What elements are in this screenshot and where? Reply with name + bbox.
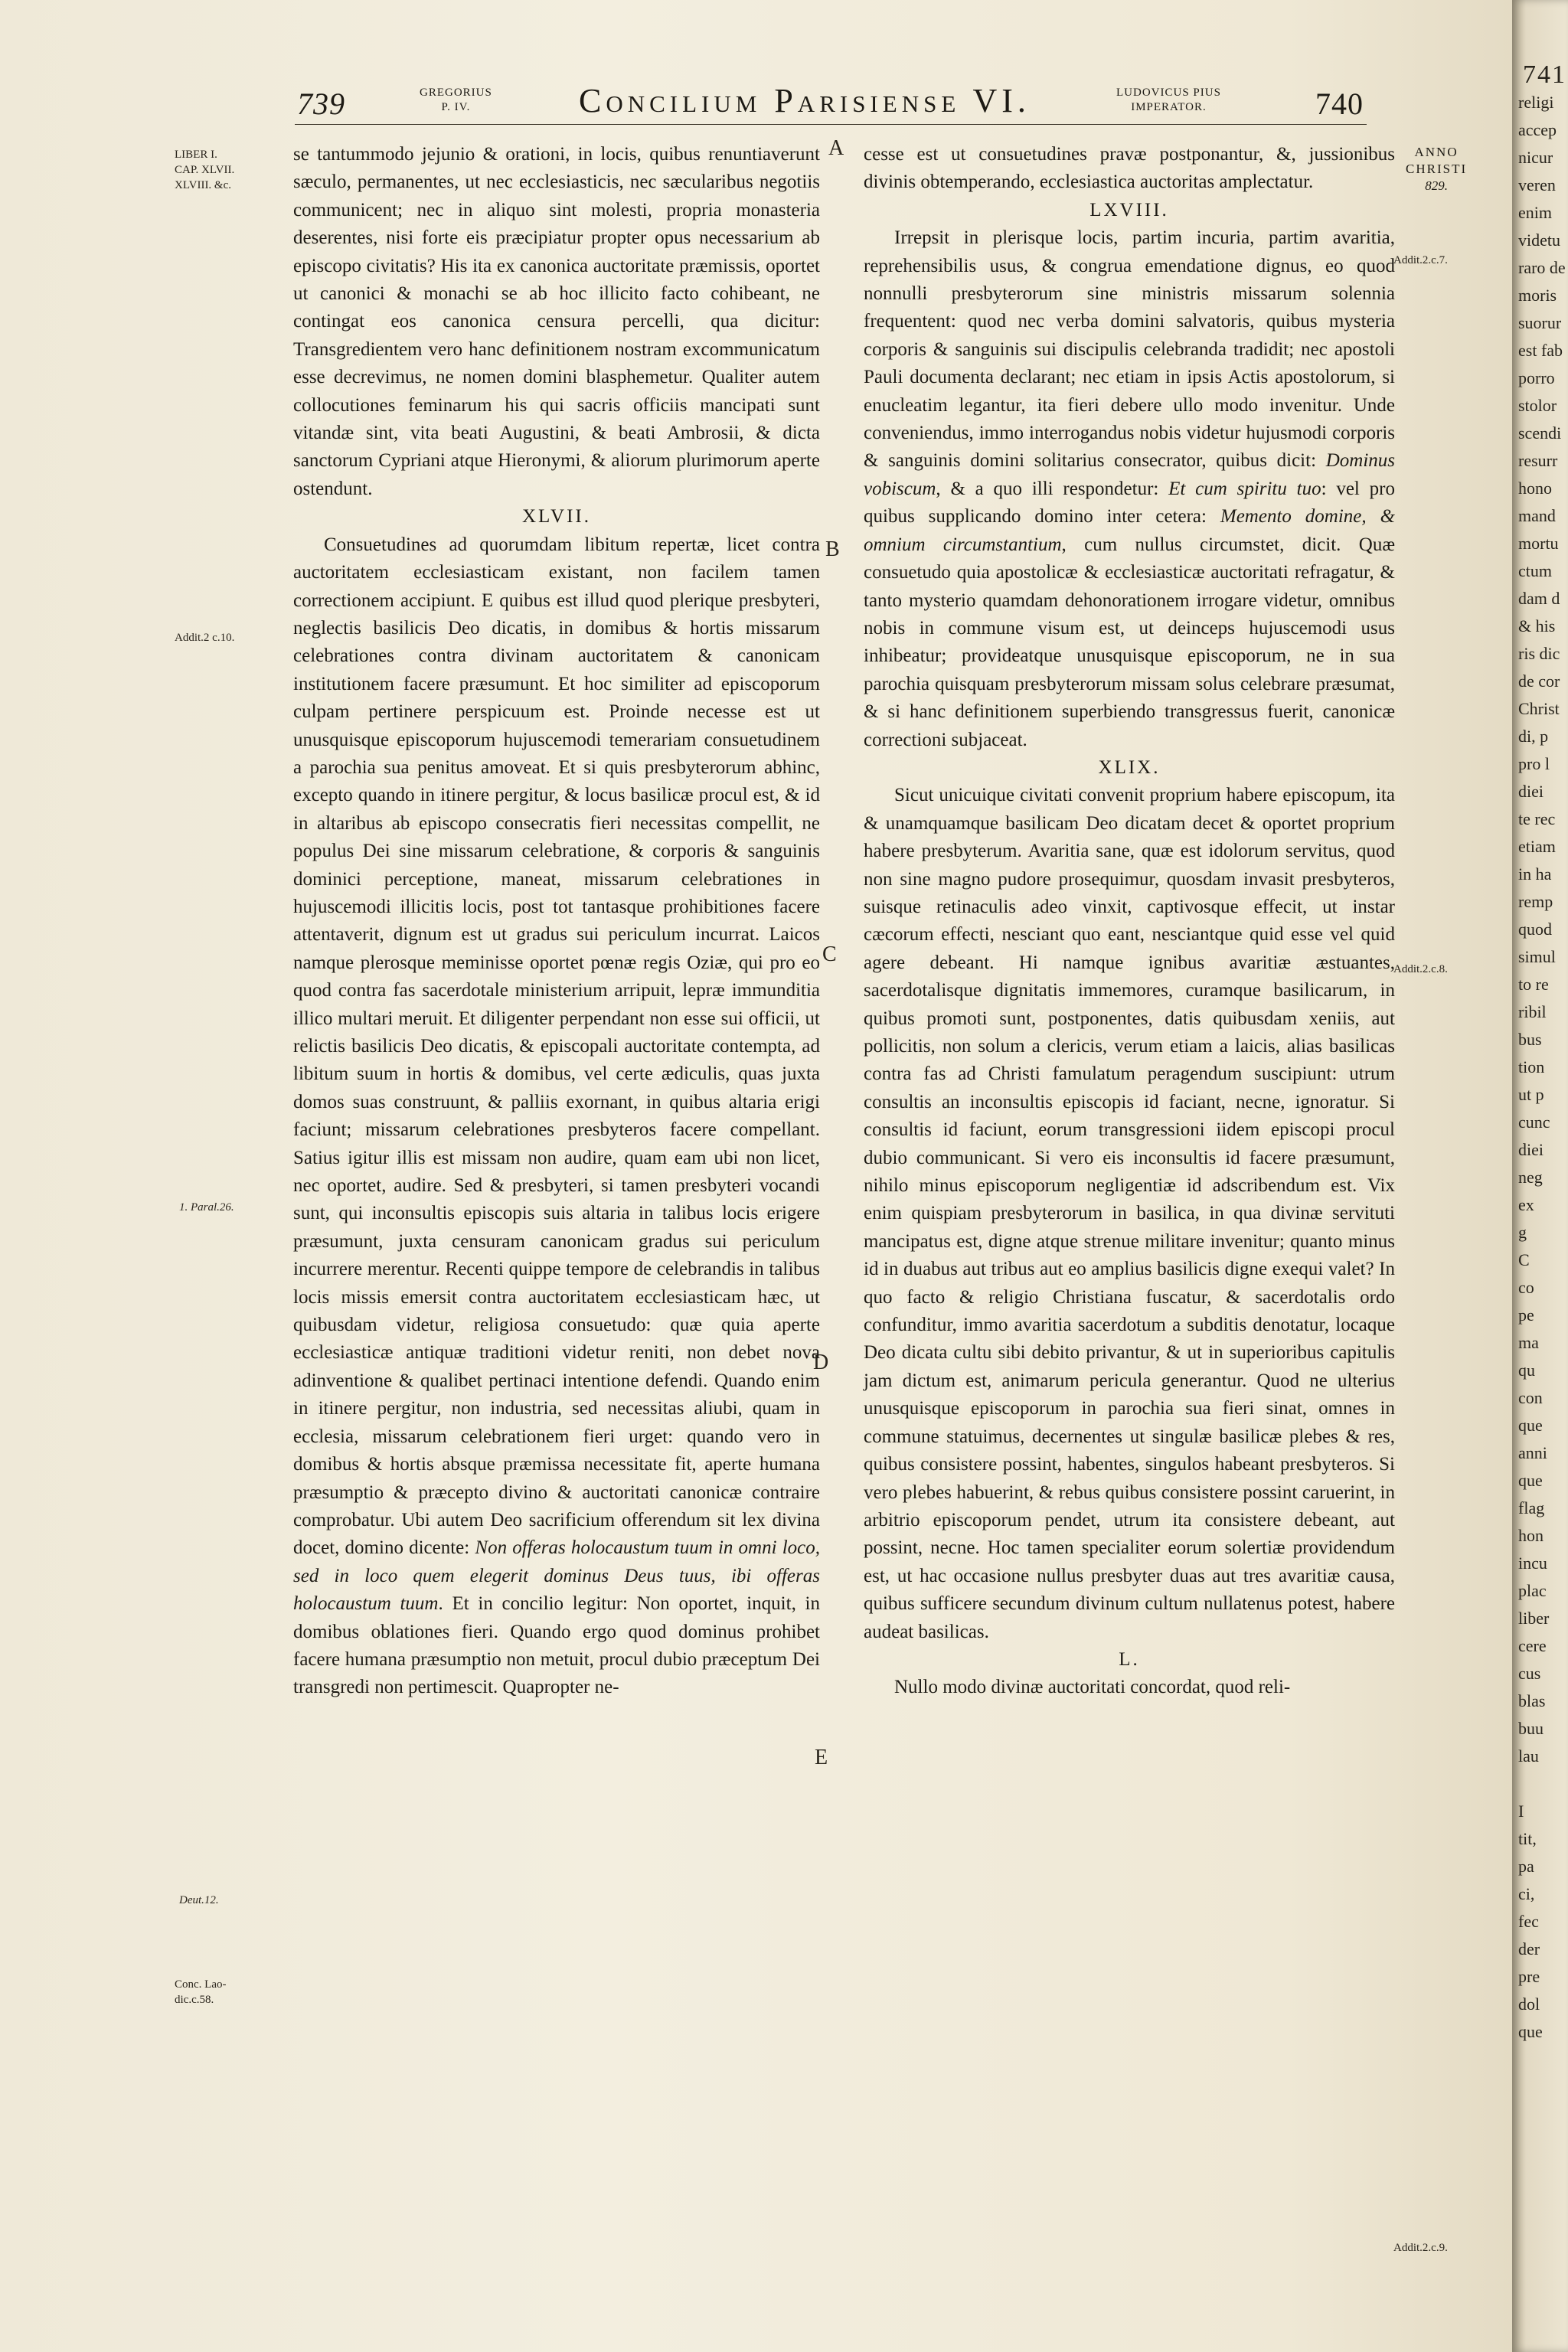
facing-page-line: est fab	[1518, 341, 1563, 360]
facing-page-line: ma	[1518, 1333, 1539, 1352]
facing-page-line: de cor	[1518, 671, 1560, 691]
running-head-pope-name: GREGORIUS	[420, 87, 492, 99]
section-letter-e: E	[815, 1746, 828, 1769]
quotation: Memento domine, & omnium circumstantium	[864, 506, 1396, 555]
text-column-right	[864, 141, 1395, 1702]
margin-note-liber	[175, 147, 234, 193]
facing-page-line: ctum	[1518, 561, 1552, 580]
facing-page-line: lau	[1518, 1746, 1539, 1766]
facing-page-line: ut p	[1518, 1085, 1544, 1104]
facing-page-line: veren	[1518, 175, 1556, 194]
section-letter-a: A	[828, 136, 844, 160]
facing-page-line: fec	[1518, 1912, 1539, 1931]
page-number-left: 739	[297, 87, 345, 121]
running-head-emperor	[1116, 86, 1221, 115]
facing-page-line: diei	[1518, 782, 1544, 801]
facing-page-line: videtu	[1518, 230, 1560, 250]
facing-page-line: etiam	[1518, 837, 1556, 856]
facing-page-line: dam d	[1518, 589, 1560, 608]
paragraph-text: : vel pro quibus supplicando domino inter cetera:	[864, 478, 1395, 528]
facing-page-line: te rec	[1518, 809, 1556, 828]
facing-page-line: pro l	[1518, 754, 1550, 773]
chapter-heading-xlvii: XLVII.	[522, 506, 591, 528]
facing-page-line: I	[1518, 1802, 1524, 1821]
running-head-pope	[420, 86, 492, 115]
facing-page-line: buu	[1518, 1719, 1544, 1738]
margin-note-addit-c8: Addit.2.c.8.	[1393, 963, 1448, 975]
facing-page-line: bus	[1518, 1030, 1542, 1049]
margin-note-paral: 1. Paral.26.	[179, 1201, 234, 1214]
facing-page-line: ribil	[1518, 1002, 1547, 1021]
facing-page-line: ex	[1518, 1195, 1534, 1214]
facing-page-line: pa	[1518, 1857, 1534, 1876]
facing-page-line: cunc	[1518, 1112, 1550, 1132]
facing-page-line: que	[1518, 2022, 1543, 2041]
facing-page-line: qu	[1518, 1361, 1535, 1380]
facing-page-line: tion	[1518, 1057, 1545, 1076]
facing-page-line: mand	[1518, 506, 1556, 525]
facing-page-line: to re	[1518, 975, 1549, 994]
facing-page-line: blas	[1518, 1691, 1546, 1710]
running-head-pope-number: P. IV.	[441, 101, 471, 113]
facing-page-line: mortu	[1518, 534, 1559, 553]
facing-page-text-fragments	[1512, 89, 1568, 2046]
margin-note-conc-laodic	[175, 1977, 226, 2007]
facing-page-line: quod	[1518, 920, 1552, 939]
facing-page-line: C	[1518, 1250, 1530, 1269]
paragraph-text-tail: . Et in concilio legitur: Non oportet, inquit, in domibus oblationes fieri. Quando ergo quod dominus prohibet facere humana præsumptio non metuit, procul dubio præceptum Dei transgredi non pertimescit. Quapropter ne-	[293, 1593, 820, 1698]
facing-page-line: scendi	[1518, 423, 1562, 443]
facing-page-line	[1512, 1770, 1568, 1798]
margin-note-addit: Addit.2 c.10.	[175, 632, 235, 644]
christi-label: CHRISTI	[1406, 162, 1468, 176]
facing-page-line: porro	[1518, 368, 1555, 387]
paragraph-chapter-lxviii	[864, 224, 1395, 754]
facing-page-line: hon	[1518, 1526, 1544, 1545]
facing-page-line: Christ	[1518, 699, 1560, 718]
facing-page-line: suorur	[1518, 313, 1562, 332]
running-head-title: Concilium Parisiense VI.	[579, 82, 1031, 119]
chapter-heading-xlix: XLIX.	[1098, 756, 1161, 778]
paragraph-chapter-xlix: Sicut unicuique civitati convenit proprium habere episcopum, ita & unamquamque basilicam Deo dicatam decet & oportet proprium habere presbyterum. Avaritia sane, quæ est idolorum servitus, quod non sine magno pudore prosequimur, quosdam invasit presbyteros, suisque retinaculis adeo vinxit, captivosque effecit, ut instar cæcorum effecti, nesciant quo eant, nesciantque quid esse vel quid agere debeant. Hi namque ignibus avaritiæ æstuantes, sacerdotalisque dignitatis immemores, curamque basilicarum, in quibus promoti sunt, postponentes, datis quibusdam xeniis, aut pollicitis, non solum a clericis, verum etiam a laicis, alias basilicas contra fas ad Christi famulatum peragendum suscipiunt: utrum consultis an inconsultis episcopis id faciant, necne, ignoratur. Si consultis id faciunt, eorum transgressioni iidem episcopi procul dubio communicant. Si vero eis inconsultis id facere præsumunt, nihilo minus episcoporum negligentiæ id adscribendum est. Vix enim quispiam presbyterorum in basilica, in qua divinæ servituti mancipatus est, digne atque strenue militare invenitur; quanto minus id in duabus aut tribus aut eo amplius basilicis digne exequi valet? In quo facto & religio Christiana fuscatur, & sacerdotalis ordo confunditur, immo avaritia sacerdotum a subditis denotatur, locaque Deo dicata cultu sibi debito privantur, & ut in superioribus capitulis jam dictum est, animarum pericula generantur. Quod ne ulterius unusquisque episcoporum in parochia sua fieri sinat, omnes in commune statuimus, decernentes ut singulæ basilicæ plebes & res, quibus consistere possint, habentes, singulos habeant presbyteros. Si vero plebes habuerint, & rebus quibus consistere possint caruerint, in arbitrio episcoporum pendet, utrum ita consistere debeant, aut possint, necne. Hoc tamen specialiter eorum solertiæ providendum est, ut hac occasione nullus presbyter duas aut tres avaritiæ causa, quibus sufficere secundum divinum cultum nullatenus potest, habere audeat basilicas.	[864, 785, 1395, 1642]
facing-page-line: incu	[1518, 1553, 1547, 1573]
facing-page-line: liber	[1518, 1609, 1550, 1628]
quotation-deuteronomy: Non offeras holocaustum tuum in omni loco, sed in loco quem elegerit dominus Deus tuus, ibi offeras holocaustum tuum	[293, 1537, 821, 1615]
section-letter-b: B	[825, 537, 840, 561]
margin-note-addit-c9: Addit.2.c.9.	[1393, 2242, 1448, 2254]
facing-page-line: in ha	[1518, 864, 1552, 884]
quotation: Dominus vobiscum	[864, 450, 1396, 499]
margin-note-line: LIBER I.	[175, 149, 217, 161]
facing-page-line: resurr	[1518, 451, 1558, 470]
paragraph-text: , & a quo illi respondetur:	[936, 478, 1159, 499]
facing-page-line: con	[1518, 1388, 1543, 1407]
facing-page-line: tit,	[1518, 1829, 1537, 1848]
paragraph-continuation: cesse est ut consuetudines pravæ postponantur, &, jussionibus divinis obtemperando, ecclesiastica auctoritas amplectatur.	[864, 144, 1395, 193]
facing-page-line: simul	[1518, 947, 1556, 966]
anno-year: 829.	[1425, 178, 1448, 193]
margin-note-line: dic.c.58.	[175, 1994, 214, 2006]
quotation: Et cum spiritu tuo	[1168, 478, 1321, 499]
chapter-heading-l: L.	[1119, 1648, 1140, 1670]
header-rule	[295, 124, 1367, 125]
chapter-heading-lxviii: LXVIII.	[1089, 199, 1169, 220]
facing-page-line: nicur	[1518, 148, 1553, 167]
facing-page-line: accep	[1518, 120, 1557, 139]
facing-page-line: enim	[1518, 203, 1552, 222]
facing-page-line: co	[1518, 1278, 1534, 1297]
paragraph-text: Irrepsit in plerisque locis, partim incuria, partim avaritia, reprehensibilis usus, & congrua emendatione dignus, eo quod nonnulli presbyterorum sine ministris missarum solennia frequentent: quod nec verba domini salvatoris, quibus mysteria corporis & sanguinis sui discipulis celebranda tradidit; nec apostoli Pauli documenta declarant; nec etiam in ipsis Actis apostolorum, si enucleatim legantur, ita fieri debere ullo modo invenitur. Unde conveniendus, immo interrogandus nobis videtur hujusmodi corporis & sanguinis domini solitarius consecrator, quibus dicit:	[864, 227, 1395, 472]
section-letter-d: D	[813, 1351, 829, 1374]
facing-page-edge	[1512, 0, 1568, 2352]
facing-page-line: cus	[1518, 1664, 1541, 1683]
facing-page-line: remp	[1518, 892, 1553, 911]
margin-note-deut: Deut.12.	[179, 1894, 219, 1906]
facing-page-line: plac	[1518, 1581, 1547, 1600]
margin-note-line: Conc. Lao-	[175, 1978, 227, 1991]
facing-page-line: religi	[1518, 93, 1554, 112]
facing-page-line: raro de	[1518, 258, 1566, 277]
facing-page-line: di, p	[1518, 727, 1549, 746]
running-head-emperor-name: LUDOVICUS PIUS	[1116, 87, 1221, 99]
running-head-emperor-title: IMPERATOR.	[1131, 101, 1207, 113]
facing-page-line: hono	[1518, 479, 1552, 498]
section-letter-c: C	[822, 942, 837, 966]
facing-page-line: flag	[1518, 1498, 1545, 1517]
paragraph-continuation: se tantummodo jejunio & orationi, in locis, quibus renuntiaverunt sæculo, permanentes, ut nec ecclesiasticis, nec sæcularibus negotiis communicent; nec in aliquo sint molesti, propria monasteria deserentes, nisi forte eis præcipiatur propter opus necessarium ab episcopo civitatis? His ita ex canonica auctoritate præmissis, oportet ut canonici & monachi se ab hoc illicito facto cohibeant, ne contingat eos canonica censura percelli, qua dicitur: Transgredientem vero hanc definitionem nostram excommunicatum esse decrevimus, ne nomen domini blasphemetur. Qualiter autem collocutiones feminarum his qui sacris officiis mancipati sunt vitandæ sint, vita beati Augustini, & beati Ambrosii, & dicta sanctorum Cypriani atque Hieronymi, & aliorum plurimorum aperte ostendunt.	[293, 144, 820, 499]
facing-page-line: que	[1518, 1416, 1543, 1435]
margin-note-line: XLVIII. &c.	[175, 179, 232, 191]
facing-page-line: anni	[1518, 1443, 1547, 1462]
facing-page-number: 741	[1523, 60, 1566, 89]
facing-page-line: pre	[1518, 1967, 1540, 1986]
paragraph-chapter-xlvii	[293, 531, 820, 1702]
page-number-right: 740	[1315, 87, 1364, 121]
paragraph-chapter-l: Nullo modo divinæ auctoritati concordat, quod reli-	[894, 1677, 1291, 1698]
paragraph-text: Consuetudines ad quorumdam libitum repertæ, licet contra auctoritatem ecclesiasticam existant, non facilem tamen correctionem accipiunt. E quibus est illud quod plerique presbyteri, neglectis basilicis Deo dicatis, in domibus & hortis missarum celebrationes contra divinam auctoritatem & canonicam institutionem facere præsumunt. Et hoc similiter ad episcoporum culpam pertinere perspicuum est. Proinde necesse est ut unusquisque episcoporum hujuscemodi temerariam consuetudinem a parochia sua penitus amoveat. Et si quis presbyterorum abhinc, excepto quando in itinere pergitur, & locus basilicæ procul est, & id in altaribus ab episcopo consecratis fieri necessitas compellit, ne populus Dei sine missarum celebratione, & corporis & sanguinis dominici perceptione, maneat, missarum celebrationes in hujuscemodi illicitis locis, post tot tantasque prohibitiones facere attentaverit, dignum est ut gradus sui periculum incurrat. Laicos namque plerosque meminisse oportet pœnæ regis Oziæ, qui pro eo quod contra fas sacerdotale ministerium arripuit, lepræ immunditia illico multari meruit. Et diligenter perpendant non esse sui officii, ut relictis basilicis Deo dicatis, & episcopali auctoritate contempta, ad libitum suum in hortis & domibus, vel certe ædiculis, quas juxta domos suas construunt, & palliis exornant, in quibus altaria erigi faciunt; missarum celebrationes presbyteros facere compellant. Satius igitur illis est missam non audire, quam eam ubi non licet, nec oportet, audire. Sed & presbyteri, si tamen presbyteri vocandi sunt, qui inconsultis episcopis suis altaria in talibus locis erigere præsumunt, juxta censuram canonicam gradus sui periculum incurrere merentur. Recenti quippe tempore de celebrandis in talibus locis missis emersit contra auctoritatem ecclesiasticam hæc, ut quibusdam videtur, religiosa consuetudo: quæ quia aperte ecclesiasticæ antiquæ traditioni videtur reniti, non debet nova adinventione & qualibet pertinaci intentione defendi. Quando enim in itinere pergitur, non industria, sed necessitas aliubi, quam in ecclesia, missarum celebrationem fieri urget: quando vero in domibus & hortis absque præmissa necessitate fit, aperte humana præsumptio & præcepto divino & auctoritati canonicæ contraire comprobatur. Ubi autem Deo sacrificium offerendum sit lex divina docet, domino dicente:	[293, 534, 820, 1559]
facing-page-line: g	[1518, 1223, 1527, 1242]
facing-page-line: dol	[1518, 1994, 1540, 2014]
facing-page-line: que	[1518, 1471, 1543, 1490]
facing-page-line: ci,	[1518, 1884, 1535, 1903]
facing-page-line: cere	[1518, 1636, 1547, 1655]
facing-page-line: pe	[1518, 1305, 1534, 1325]
facing-page-line: diei	[1518, 1140, 1544, 1159]
facing-page-line: stolor	[1518, 396, 1557, 415]
margin-note-line: CAP. XLVII.	[175, 164, 235, 176]
anno-label: ANNO	[1414, 145, 1459, 159]
facing-page-line: der	[1518, 1939, 1540, 1958]
anno-christi-note	[1406, 144, 1467, 194]
facing-page-line: moris	[1518, 286, 1557, 305]
margin-note-addit-c7: Addit.2.c.7.	[1393, 254, 1448, 266]
paragraph-text: , cum nullus circumstet, dicit. Quæ consuetudo quia apostolicæ & ecclesiasticæ auctoritati refragatur, & tanto mysterio quamdam dehonorationem irrogare videtur, omnibus nobis in commune visum est, ut deinceps hujuscemodi usus inhibeatur; provideatque unusquisque episcoporum, ne in sua parochia quisquam presbyterorum missam solus celebrare præsumat, & si hanc definitionem superbiendo transgressus fuerit, canonicæ correctioni subjaceat.	[864, 534, 1396, 750]
facing-page-line: neg	[1518, 1168, 1543, 1187]
facing-page-line: & his	[1518, 616, 1556, 635]
facing-page-line: ris dic	[1518, 644, 1560, 663]
text-column-left	[293, 141, 820, 1702]
